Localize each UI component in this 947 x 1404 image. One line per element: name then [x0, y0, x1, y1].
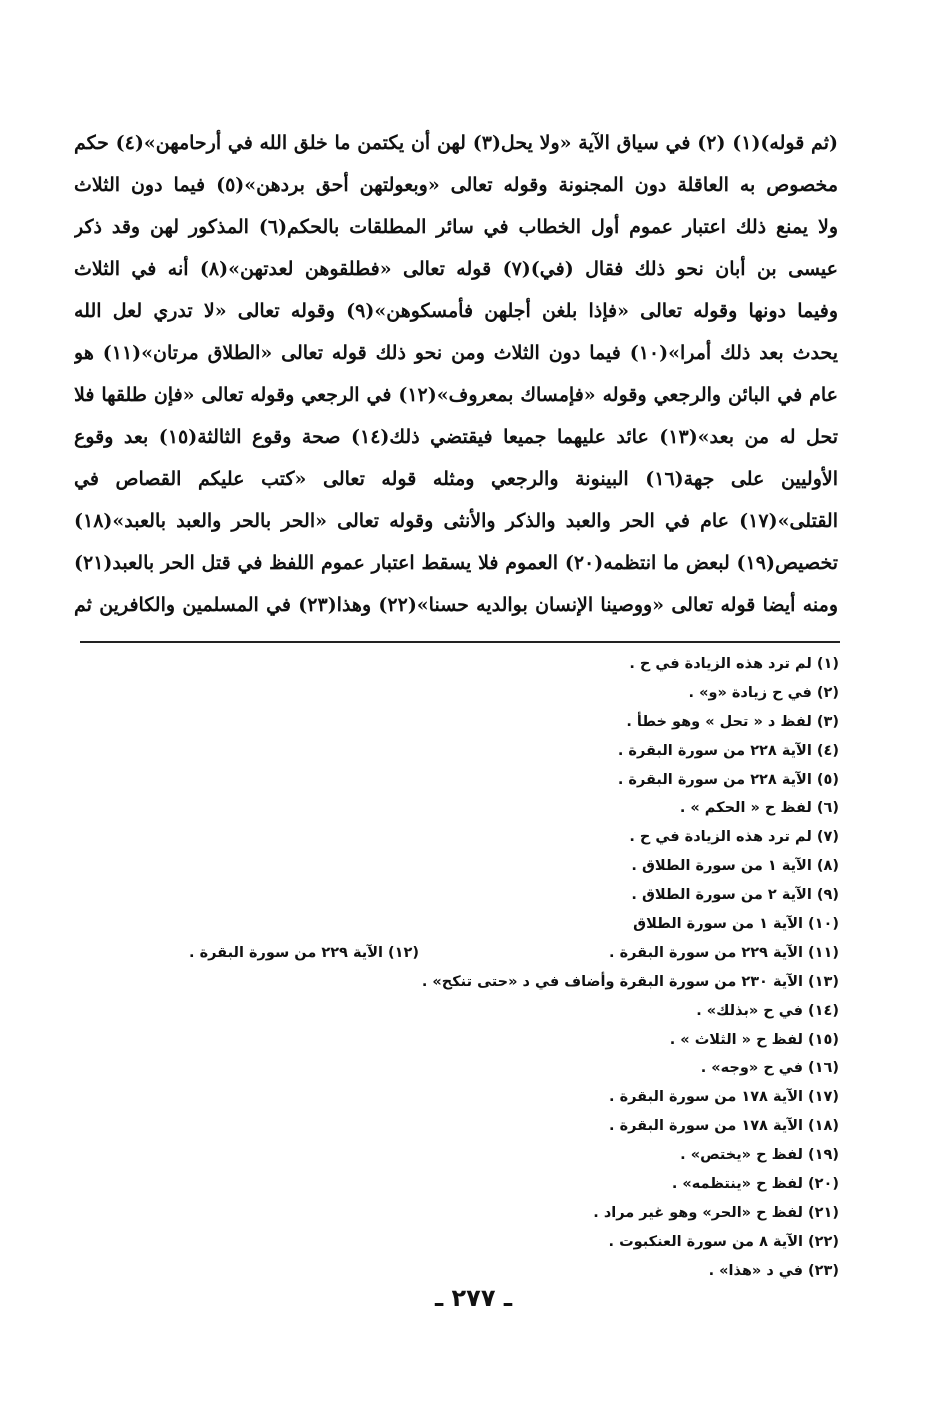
footnote: (١٦) في ح «وجه» . [700, 1060, 839, 1077]
footnote: (١٧) الآية ١٧٨ من سورة البقرة . [609, 1089, 839, 1106]
main-text [74, 122, 838, 626]
footnote: (١١) الآية ٢٢٩ من سورة البقرة . [609, 944, 839, 961]
footnote: (١٠) الآية ١ من سورة الطلاق [633, 916, 839, 933]
text-line: وفيما دونها وقوله تعالى «فإذا بلغن أجلهن فأمسكوهن»(٩) وقوله تعالى «لا تدري لعل الله [74, 300, 838, 322]
footnote: (٨) الآية ١ من سورة الطلاق . [631, 858, 839, 875]
footnote: (١٩) لفظ ح «يختص» . [680, 1147, 839, 1164]
text-line: مخصوص به العاقلة دون المجنونة وقوله تعالى «وبعولتهن أحق بردهن»(٥) فيما دون الثلاث [74, 174, 838, 196]
footnote: (١٨) الآية ١٧٨ من سورة البقرة . [609, 1118, 839, 1135]
footnote: (١٣) الآية ٢٣٠ من سورة البقرة وأضاف في د «حتى تنكح» . [421, 973, 839, 990]
text-line: عيسى بن أبان نحو ذلك فقال (في)(٧) قوله تعالى «فطلقوهن لعدتهن»(٨) أنه في الثلاث [74, 258, 838, 280]
footnote: (٢١) لفظ ح «الحر» وهو غير مراد . [593, 1204, 839, 1221]
footnote-separator [80, 641, 840, 643]
footnote: (٩) الآية ٢ من سورة الطلاق . [631, 887, 839, 904]
footnote: (٢٢) الآية ٨ من سورة العنكبوت . [608, 1233, 839, 1250]
text-line: تحل له من بعد»(١٣) عائد عليهما جميعا فيقتضي ذلك(١٤) صحة وقوع الثالثة(١٥) بعد وقوع [74, 426, 838, 448]
footnote: (١٥) لفظ ح « الثلاث » . [669, 1031, 839, 1048]
footnote: (١٤) في ح «بذلك» . [696, 1002, 839, 1019]
footnote-row [79, 939, 839, 968]
text-line: يحدث بعد ذلك أمرا»(١٠) فيما دون الثلاث ومن نحو ذلك قوله تعالى «الطلاق مرتان»(١١) هو [74, 342, 838, 364]
text-line: الأوليين على جهة(١٦) البينونة والرجعي ومثله قوله تعالى «كتب عليكم القصاص في [74, 468, 838, 490]
footnote: (٢٠) لفظ ح «ينتظمه» . [671, 1176, 839, 1193]
text-line: القتلى»(١٧) عام في الحر والعبد والذكر والأنثى وقوله تعالى «الحر بالحر والعبد بالعبد»(١٨) [74, 510, 838, 532]
footnote: (٧) لم ترد هذه الزيادة في ح . [629, 829, 839, 846]
text-line: عام في البائن والرجعي وقوله «فإمساك بمعروف»(١٢) في الرجعي وقوله تعالى «فإن طلقها فلا [74, 384, 838, 406]
footnote-side: (١٢) الآية ٢٢٩ من سورة البقرة . [189, 944, 419, 961]
text-line: تخصيص(١٩) لبعض ما انتظمه(٢٠) العموم فلا يسقط اعتبار عموم اللفظ في قتل الحر بالعبد(٢١) [74, 552, 838, 574]
footnote: (٥) الآية ٢٢٨ من سورة البقرة . [617, 771, 839, 788]
text-line: ولا يمنع ذلك اعتبار عموم أول الخطاب في سائر المطلقات بالحكم(٦) المذكور لهن وقد ذكر [74, 216, 838, 238]
footnote: (١) لم ترد هذه الزيادة في ح . [629, 656, 839, 672]
text-line: (ثم قوله)(١) (٢) في سياق الآية «ولا يحل(٣) لهن أن يكتمن ما خلق الله في أرحامهن»(٤) حكم [74, 132, 838, 154]
footnote: (٣) لفظ د « تحل » وهو خطأ . [626, 713, 839, 730]
page-number: ـ ٢٧٧ ـ [434, 1284, 513, 1312]
footnote: (٢٣) في د «هذا» . [708, 1262, 839, 1279]
footnotes [79, 650, 839, 1286]
footnote: (٦) لفظ ح « الحكم » . [679, 800, 839, 817]
footnote: (٤) الآية ٢٢٨ من سورة البقرة . [617, 742, 839, 759]
footnote: (٢) في ح زيادة «و» . [688, 684, 839, 701]
text-line: ومنه أيضا قوله تعالى «ووصينا الإنسان بوالديه حسنا»(٢٢) وهذا(٢٣) في المسلمين والكافرين ثم [74, 594, 838, 616]
